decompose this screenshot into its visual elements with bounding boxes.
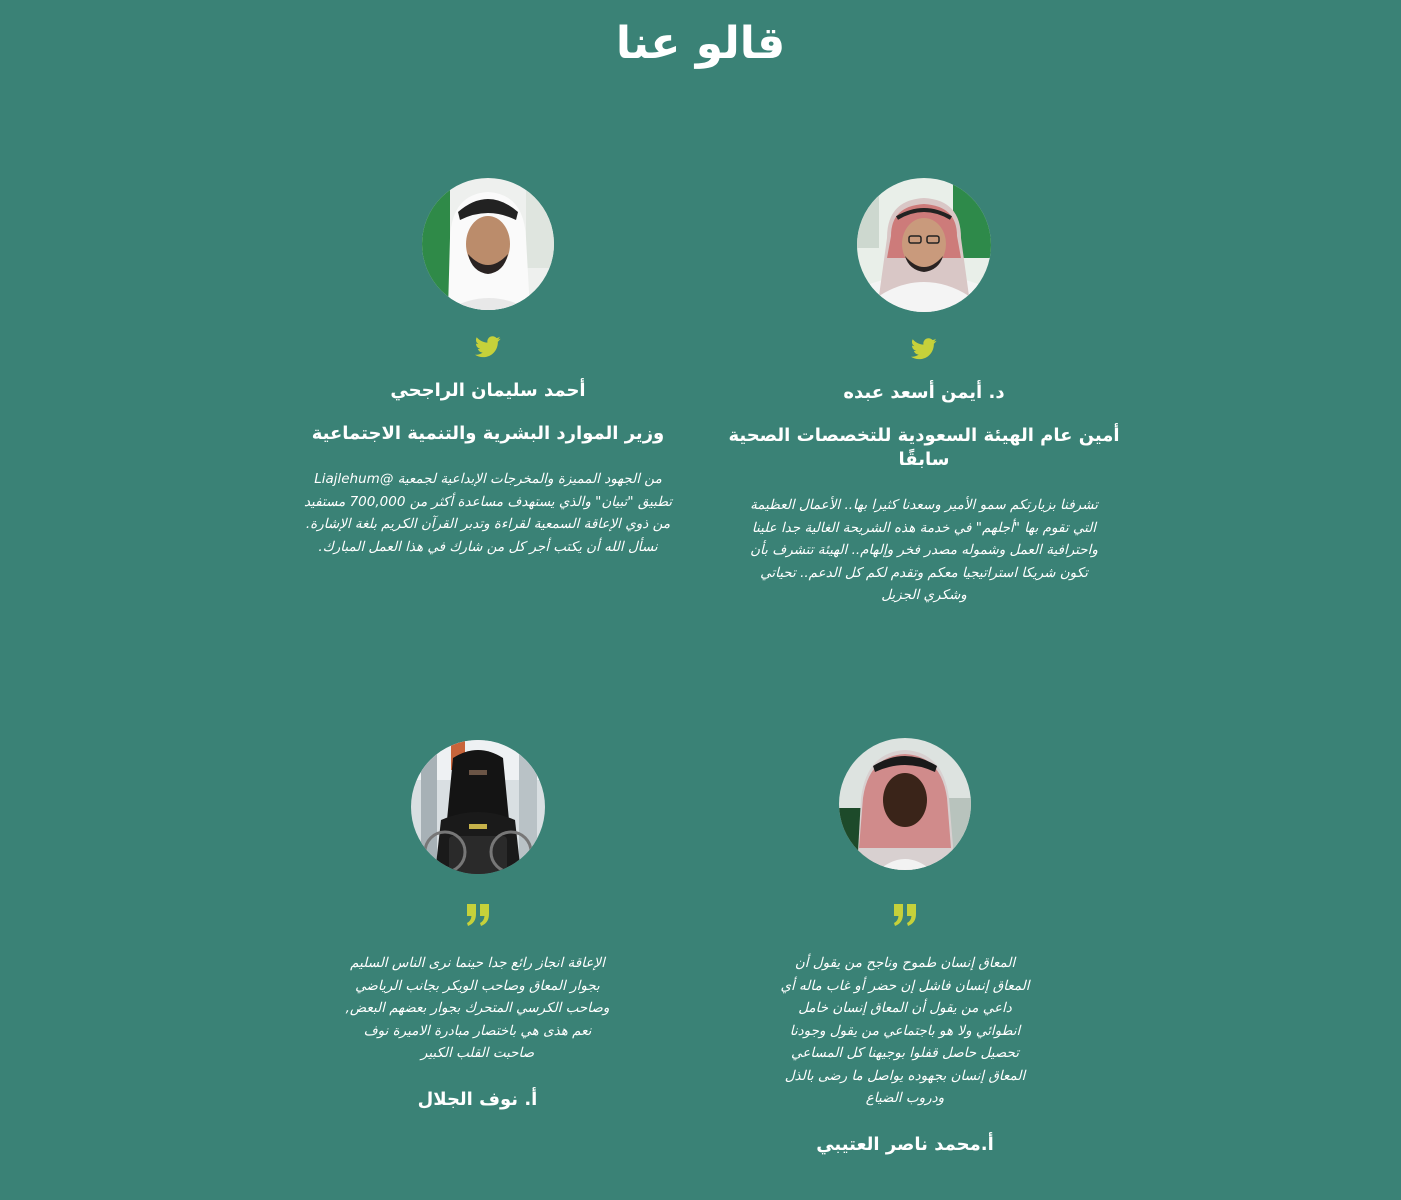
quote-line: تكون شريكا استراتيجيا معكم وتقدم لكم كل الدعم.. تحياتي <box>760 564 1088 581</box>
section-title: قالو عنا <box>615 18 786 69</box>
testimonial-role: أمين عام الهيئة السعودية للتخصصات الصحية سابقًا <box>728 425 1120 470</box>
quote-line: تحصيل حاصل قفلوا بوجيهنا كل المساعي <box>791 1045 1019 1061</box>
quote-line: نعم هذى هي باختصار مبادرة الاميرة نوف <box>363 1022 592 1039</box>
quote-line: ودروب الضياع <box>865 1090 945 1106</box>
testimonial-name: د. أيمن أسعد عبده <box>843 382 1005 403</box>
quote-line: المعاق إنسان فاشل إن حضر أو غاب ماله أي <box>780 977 1030 994</box>
quote-line: المعاق إنسان بجهوده يواصل ما رضى بالذل <box>784 1067 1026 1084</box>
testimonial-name: أحمد سليمان الراجحي <box>390 380 586 401</box>
avatar <box>839 738 971 870</box>
testimonial-name: أ.محمد ناصر العتيبي <box>816 1133 994 1155</box>
twitter-icon[interactable] <box>475 336 501 358</box>
portrait-image <box>857 178 991 312</box>
twitter-icon[interactable] <box>911 338 937 360</box>
avatar <box>857 178 991 312</box>
testimonial-card <box>718 178 1130 607</box>
quote-line: انطوائي ولا هو باجتماعي من يقول وجودنا <box>789 1022 1021 1039</box>
quote-line: صاحبت القلب الكبير <box>420 1045 535 1061</box>
quote-line: المعاق إنسان طموح وناجح من يقول أن <box>794 955 1016 971</box>
avatar <box>411 740 545 874</box>
quote-icon <box>465 904 491 926</box>
quote-line: بجوار المعاق وصاحب الويكر بجانب الرياضي <box>355 977 600 994</box>
quote-line: تطبيق "تبيان" والذي يستهدف مساعدة أكثر من 700,000 مستفيد <box>303 493 673 510</box>
testimonial-card <box>330 740 625 1113</box>
testimonial-quote <box>718 494 1130 607</box>
quote-icon <box>892 904 918 926</box>
quote-line: تشرفنا بزيارتكم سمو الأمير وسعدنا كثيرا بها.. الأعمال العظيمة <box>750 497 1098 513</box>
portrait-image <box>411 740 545 874</box>
testimonial-quote <box>330 952 625 1065</box>
testimonial-name: أ. نوف الجلال <box>417 1088 538 1110</box>
quote-line: من ذوي الإعاقة السمعية لقراءة وتدبر القرآن الكريم بلغة الإشارة. <box>305 516 671 532</box>
testimonial-quote <box>282 468 694 558</box>
quote-line: الإعاقة انجاز رائع جدا حينما نرى الناس السليم <box>350 955 605 971</box>
quote-line: التي تقوم بها "أجلهم" في خدمة هذه الشريحة الغالية جدا علينا <box>751 519 1097 536</box>
avatar <box>422 178 554 310</box>
testimonial-role: وزير الموارد البشرية والتنمية الاجتماعية <box>311 423 665 444</box>
portrait-image <box>422 178 554 310</box>
testimonial-quote <box>760 952 1050 1110</box>
quote-line: داعي من يقول أن المعاق إنسان خامل <box>798 1000 1012 1016</box>
testimonial-card <box>282 178 694 558</box>
testimonial-card <box>760 738 1050 1158</box>
quote-line: من الجهود المميزة والمخرجات الإبداعية لجمعية @Liajlehum <box>314 471 662 487</box>
portrait-image <box>839 738 971 870</box>
quote-line: وصاحب الكرسي المتحرك بجوار بعضهم البعض, <box>345 1000 610 1016</box>
quote-line: وشكري الجزيل <box>881 587 967 603</box>
quote-line: واحترافية العمل وشموله مصدر فخر وإلهام.. الهيئة تتشرف بأن <box>750 542 1098 558</box>
quote-line: نسأل الله أن يكتب أجر كل من شارك في هذا العمل المبارك. <box>318 538 658 555</box>
